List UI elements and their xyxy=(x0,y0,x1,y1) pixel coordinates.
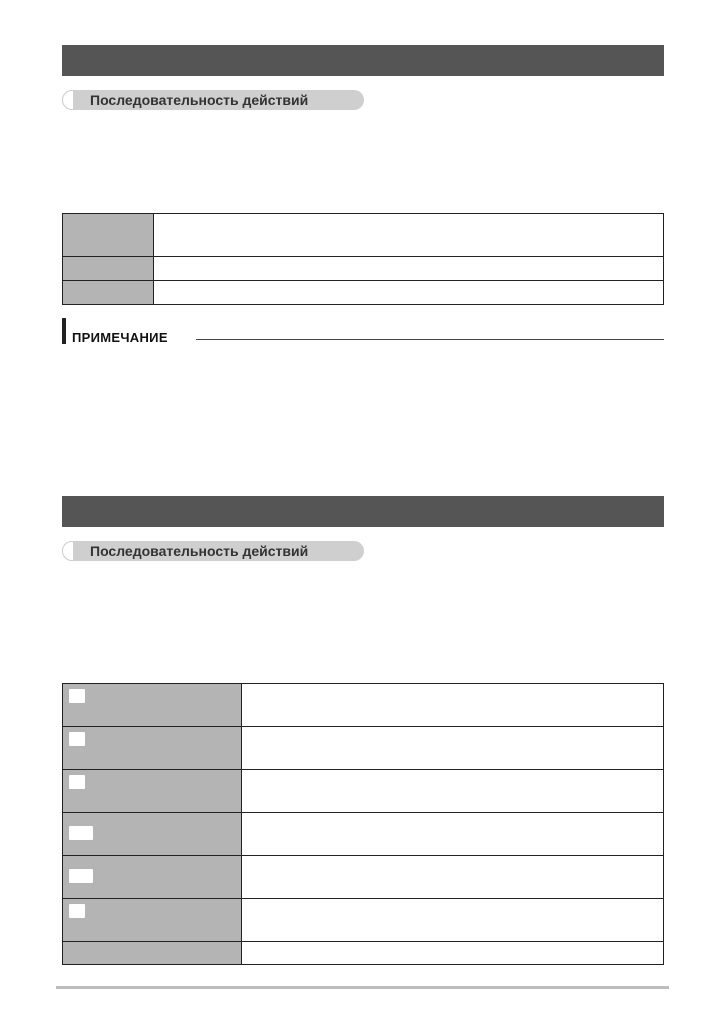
mode-icon xyxy=(69,689,85,703)
table-label-cell xyxy=(63,813,242,856)
table-value-cell xyxy=(242,942,664,965)
table-row xyxy=(63,770,664,813)
table-row xyxy=(63,899,664,942)
table-row xyxy=(63,727,664,770)
table-label-cell xyxy=(63,727,242,770)
mode-icon xyxy=(69,775,85,789)
note-heading xyxy=(62,318,664,344)
table-row xyxy=(63,214,664,257)
mode-icon xyxy=(69,826,93,840)
pill-cap-icon xyxy=(62,541,74,561)
table-row xyxy=(63,856,664,899)
section-2-table xyxy=(62,683,664,965)
table-label-cell xyxy=(63,684,242,727)
table-value-cell xyxy=(154,281,664,305)
table-value-cell xyxy=(242,899,664,942)
table-value-cell xyxy=(242,727,664,770)
procedure-label: Последовательность действий xyxy=(90,92,309,108)
section-2-procedure-pill xyxy=(62,541,364,561)
table-row xyxy=(63,813,664,856)
section-1-table xyxy=(62,213,664,305)
table-label-cell xyxy=(63,942,242,965)
note-bar xyxy=(62,318,66,344)
mode-icon xyxy=(69,732,85,746)
note-title: ПРИМЕЧАНИЕ xyxy=(72,330,168,345)
table-row xyxy=(63,942,664,965)
note-rule xyxy=(196,339,664,340)
table-label-cell xyxy=(63,770,242,813)
mode-icon xyxy=(69,904,85,918)
table-label-cell xyxy=(63,257,154,281)
table-label-cell xyxy=(63,214,154,257)
pill-cap-icon xyxy=(62,90,74,110)
footer-rule xyxy=(56,986,669,989)
table-value-cell xyxy=(242,684,664,727)
table-label-cell xyxy=(63,856,242,899)
table-label-cell xyxy=(63,899,242,942)
table-value-cell xyxy=(154,257,664,281)
procedure-label: Последовательность действий xyxy=(90,543,309,559)
mode-icon xyxy=(69,869,93,883)
section-2-header-bar xyxy=(62,496,664,527)
table-value-cell xyxy=(242,856,664,899)
section-1-procedure-pill xyxy=(62,90,364,110)
table-row xyxy=(63,281,664,305)
table-value-cell xyxy=(154,214,664,257)
section-1-header-bar xyxy=(62,45,664,76)
table-row xyxy=(63,257,664,281)
table-value-cell xyxy=(242,770,664,813)
table-value-cell xyxy=(242,813,664,856)
table-label-cell xyxy=(63,281,154,305)
table-row xyxy=(63,684,664,727)
